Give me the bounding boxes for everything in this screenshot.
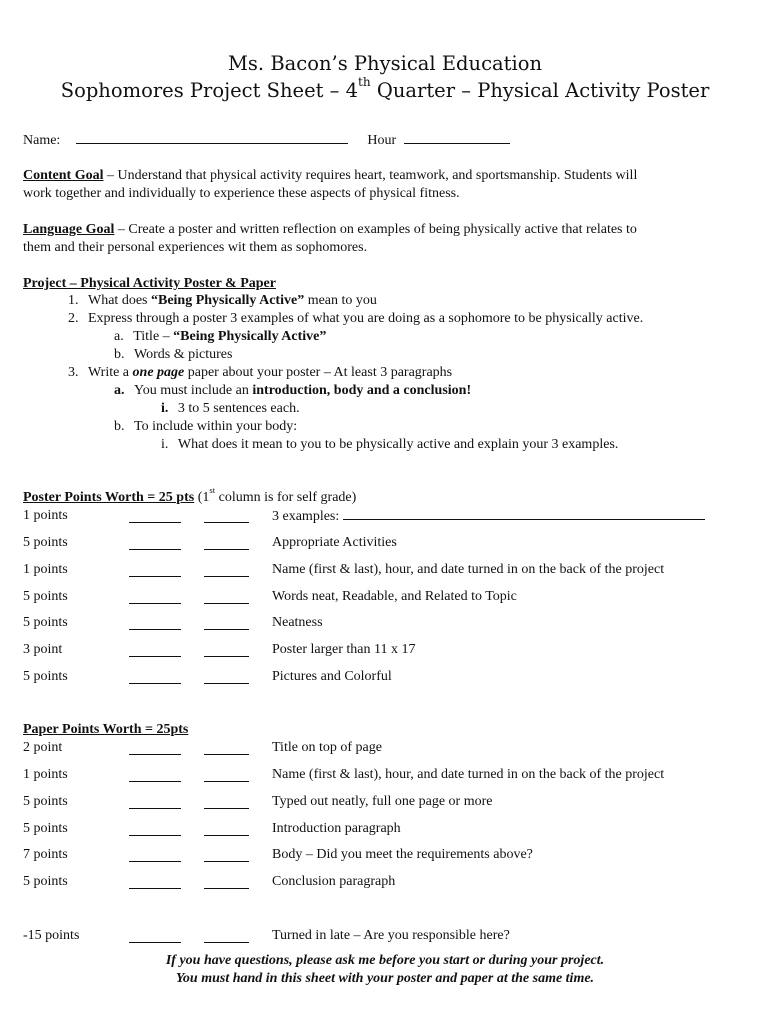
teacher-grade-blank[interactable] xyxy=(204,876,249,889)
item-text: You must include an introduction, body and a conclusion! xyxy=(134,383,472,398)
project-item-1 xyxy=(68,292,377,310)
poster-row xyxy=(23,561,743,579)
item-number: 1. xyxy=(68,293,79,308)
hour-label: Hour xyxy=(367,133,397,148)
project-item-3bi xyxy=(161,436,618,454)
subtitle-superscript: th xyxy=(358,75,371,90)
row-description: Appropriate Activities xyxy=(272,535,397,550)
paper-row xyxy=(23,766,743,784)
teacher-grade-blank[interactable] xyxy=(204,823,249,836)
self-grade-blank[interactable] xyxy=(129,769,181,782)
row-points: 2 point xyxy=(23,740,63,755)
teacher-grade-blank[interactable] xyxy=(204,564,249,577)
self-grade-blank[interactable] xyxy=(129,617,181,630)
paper-row xyxy=(23,846,743,864)
page-subtitle xyxy=(0,75,770,102)
self-grade-blank[interactable] xyxy=(129,671,181,684)
teacher-grade-blank[interactable] xyxy=(204,849,249,862)
poster-note: (1st column is for self grade) xyxy=(194,485,357,505)
row-points: 5 points xyxy=(23,669,68,684)
item-number: i. xyxy=(161,401,169,416)
self-grade-blank[interactable] xyxy=(129,591,181,604)
footer-note-1: If you have questions, please ask me before you start or during your project. xyxy=(165,953,605,968)
self-grade-blank[interactable] xyxy=(129,849,181,862)
item-number: a. xyxy=(114,329,124,344)
row-points: 5 points xyxy=(23,589,68,604)
teacher-grade-blank[interactable] xyxy=(204,769,249,782)
poster-row xyxy=(23,507,743,525)
paper-points-heading: Paper Points Worth = 25pts xyxy=(23,722,189,737)
name-hour-line xyxy=(23,131,510,150)
teacher-grade-blank[interactable] xyxy=(204,671,249,684)
name-label: Name: xyxy=(23,133,61,148)
language-goal-line1 xyxy=(23,221,637,239)
project-item-3b xyxy=(114,418,297,436)
teacher-grade-blank[interactable] xyxy=(204,742,249,755)
subtitle-part1: Sophomores Project Sheet – 4 xyxy=(60,79,359,102)
teacher-grade-blank[interactable] xyxy=(204,591,249,604)
poster-heading-label: Poster Points Worth = 25 pts xyxy=(23,490,195,505)
item-text: To include within your body: xyxy=(134,419,298,434)
row-points: -15 points xyxy=(23,928,80,943)
teacher-grade-blank[interactable] xyxy=(204,510,249,523)
row-description: Introduction paragraph xyxy=(272,821,401,836)
language-goal-text1: – Create a poster and written reflection on examples of being physically active that relates to xyxy=(114,222,637,237)
row-points: 5 points xyxy=(23,535,68,550)
poster-row xyxy=(23,534,743,552)
row-points: 1 points xyxy=(23,508,68,523)
row-description: Words neat, Readable, and Related to Topic xyxy=(272,589,517,604)
content-goal-text1: – Understand that physical activity requires heart, teamwork, and sportsmanship. Students will xyxy=(103,168,638,183)
hour-field[interactable] xyxy=(404,131,510,144)
project-item-3 xyxy=(68,364,452,382)
self-grade-blank[interactable] xyxy=(129,823,181,836)
row-description: Title on top of page xyxy=(272,740,382,755)
row-description: Neatness xyxy=(272,615,323,630)
poster-points-heading xyxy=(23,485,357,507)
project-heading: Project – Physical Activity Poster & Paper xyxy=(23,276,276,291)
item-text: 3 to 5 sentences each. xyxy=(177,401,300,416)
name-field[interactable] xyxy=(76,131,348,144)
item-text: Words & pictures xyxy=(134,347,233,362)
item-number: 3. xyxy=(68,365,79,380)
paper-row xyxy=(23,793,743,811)
self-grade-blank[interactable] xyxy=(129,742,181,755)
row-description: Typed out neatly, full one page or more xyxy=(272,794,493,809)
project-item-3ai xyxy=(161,400,300,418)
item-number: b. xyxy=(114,419,125,434)
row-points: 5 points xyxy=(23,794,68,809)
row-points: 5 points xyxy=(23,874,68,889)
self-grade-blank[interactable] xyxy=(129,876,181,889)
paper-row xyxy=(23,873,743,891)
footer-note-2: You must hand in this sheet with your poster and paper at the same time. xyxy=(175,971,595,986)
project-item-3a xyxy=(114,382,471,400)
self-grade-blank[interactable] xyxy=(129,537,181,550)
row-points: 7 points xyxy=(23,847,68,862)
row-points: 1 points xyxy=(23,562,68,577)
poster-row xyxy=(23,641,743,659)
item-text: Write a one page paper about your poster – At least 3 paragraphs xyxy=(88,365,453,380)
teacher-grade-blank[interactable] xyxy=(204,644,249,657)
project-item-2b xyxy=(114,346,232,364)
poster-row xyxy=(23,588,743,606)
self-grade-blank[interactable] xyxy=(129,796,181,809)
examples-blank[interactable] xyxy=(343,507,705,520)
item-text: Title – “Being Physically Active” xyxy=(133,329,327,344)
subtitle-part2: Quarter – Physical Activity Poster xyxy=(370,79,710,102)
poster-row xyxy=(23,668,743,686)
self-grade-blank[interactable] xyxy=(129,564,181,577)
content-goal-label: Content Goal xyxy=(23,168,104,183)
item-text: What does “Being Physically Active” mean to you xyxy=(88,293,377,308)
row-description: Name (first & last), hour, and date turned in on the back of the project xyxy=(272,562,665,577)
teacher-grade-blank[interactable] xyxy=(204,537,249,550)
item-number: 2. xyxy=(68,311,79,326)
item-number: i. xyxy=(161,437,169,452)
late-penalty-row xyxy=(23,927,743,945)
paper-row xyxy=(23,739,743,757)
row-description: Body – Did you meet the requirements above? xyxy=(272,847,533,862)
self-grade-blank[interactable] xyxy=(129,644,181,657)
paper-row xyxy=(23,820,743,838)
self-grade-blank[interactable] xyxy=(129,510,181,523)
row-description: Name (first & last), hour, and date turned in on the back of the project xyxy=(272,767,665,782)
row-points: 5 points xyxy=(23,615,68,630)
row-description: Poster larger than 11 x 17 xyxy=(272,642,416,657)
item-text: Express through a poster 3 examples of what you are doing as a sophomore to be physically active. xyxy=(88,311,644,326)
teacher-grade-blank[interactable] xyxy=(204,617,249,630)
project-item-2 xyxy=(68,310,643,328)
language-goal-line2: them and their personal experiences wit them as sophomores. xyxy=(23,240,368,255)
self-grade-blank[interactable] xyxy=(129,930,181,943)
project-item-2a xyxy=(114,328,326,346)
row-description: Pictures and Colorful xyxy=(272,669,392,684)
row-description: Conclusion paragraph xyxy=(272,874,396,889)
poster-row xyxy=(23,614,743,632)
item-number: a. xyxy=(114,383,125,398)
row-description: Turned in late – Are you responsible here? xyxy=(272,928,510,943)
content-goal-line2: work together and individually to experience these aspects of physical fitness. xyxy=(23,186,460,201)
content-goal-line1 xyxy=(23,167,637,185)
row-points: 5 points xyxy=(23,821,68,836)
row-description: 3 examples: xyxy=(272,507,705,526)
row-points: 3 point xyxy=(23,642,63,657)
teacher-grade-blank[interactable] xyxy=(204,796,249,809)
teacher-grade-blank[interactable] xyxy=(204,930,249,943)
item-number: b. xyxy=(114,347,125,362)
page-title: Ms. Bacon’s Physical Education xyxy=(227,52,543,75)
language-goal-label: Language Goal xyxy=(23,222,115,237)
item-text: What does it mean to you to be physically active and explain your 3 examples. xyxy=(177,437,619,452)
row-points: 1 points xyxy=(23,767,68,782)
